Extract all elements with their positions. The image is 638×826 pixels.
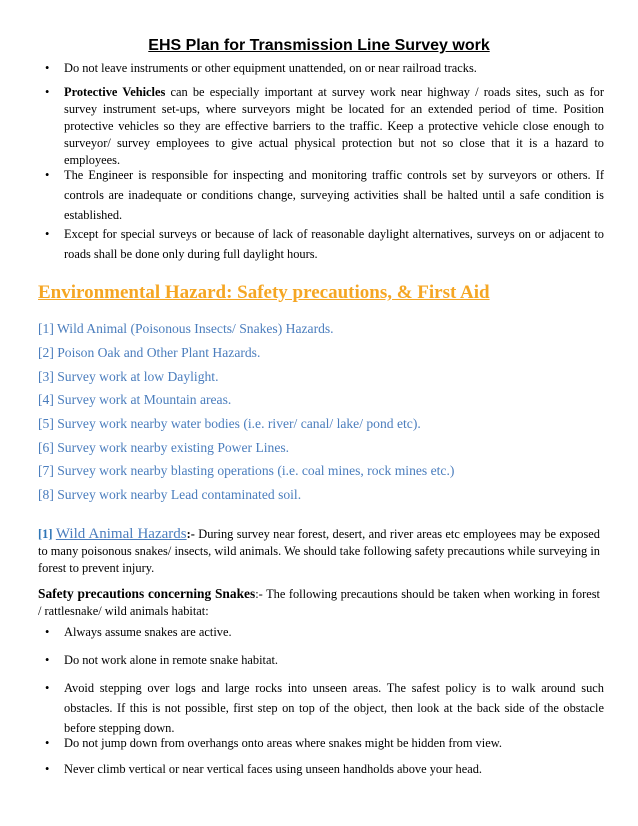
- section-heading-part: Environmental Hazard: [38, 282, 227, 303]
- hazard-item: [1] Wild Animal (Poisonous Insects/ Snakes) Hazards.: [38, 321, 334, 336]
- bullet-text: can be especially important at survey work near highway / roads sites, such as for survey instrument set-ups, where surveyors might be located for an extended period of time. Position protective vehicles so they are effective barriers to the traffic. Keep a protective vehicle close enough to surveyor/ survey employees to give actual physical protection but not so close that it is a hazard to employees.: [64, 85, 604, 167]
- paragraph-text: :- The following precautions should be taken when working in forest / rattlesnake/ wild animals habitat:: [38, 587, 600, 618]
- bullet-text: Except for special surveys or because of lack of reasonable daylight alternatives, surveys on or adjacent to roads shall be done only during full daylight hours.: [64, 227, 604, 261]
- page-title: EHS Plan for Transmission Line Survey work: [148, 37, 490, 54]
- hazard-item: [2] Poison Oak and Other Plant Hazards.: [38, 345, 261, 360]
- snake-bullet-item: • Avoid stepping over logs and large rocks into unseen areas. The safest policy is to walk around such obstacles. If this is not possible, first step on top of the object, then look at the back side of the obstacle before stepping down.: [64, 678, 604, 738]
- bullet-text: Do not leave instruments or other equipment unattended, on or near railroad tracks.: [64, 61, 477, 75]
- hazard-label: Wild Animal Hazards: [55, 526, 187, 542]
- hazard-item: [8] Survey work nearby Lead contaminated soil.: [38, 487, 302, 502]
- snake-bullet-item: • Always assume snakes are active.: [64, 624, 604, 641]
- separator: :-: [186, 527, 195, 541]
- section-heading-part: : Safety precautions, & First Aid: [226, 282, 490, 303]
- snake-bullet-item: • Do not jump down from overhangs onto areas where snakes might be hidden from view.: [64, 735, 604, 752]
- hazard-item: [4] Survey work at Mountain areas.: [38, 392, 232, 407]
- snake-bullet-item: • Never climb vertical or near vertical faces using unseen handholds above your head.: [64, 761, 604, 778]
- hazard-item: [7] Survey work nearby blasting operations (i.e. coal mines, rock mines etc.): [38, 463, 455, 478]
- snake-bullet-item: • Do not work alone in remote snake habitat.: [64, 652, 604, 669]
- section-heading: [38, 282, 490, 304]
- hazard-item: [5] Survey work nearby water bodies (i.e. river/ canal/ lake/ pond etc).: [38, 416, 421, 431]
- hazard-number: [1]: [38, 527, 53, 541]
- bullet-item: [64, 165, 604, 225]
- bullet-item: [64, 60, 604, 77]
- bullet-item: [64, 224, 604, 264]
- paragraph-lead: Safety precautions concerning Snakes: [38, 586, 256, 601]
- wild-animal-paragraph: [38, 526, 600, 577]
- paragraph-text: During survey near forest, desert, and river areas etc employees may be exposed to many poisonous snakes/ insects, wild animals. We should take following safety precautions while surveying in forest to prevent injury.: [38, 527, 600, 575]
- snake-precautions-paragraph: [38, 585, 600, 620]
- bullet-text: The Engineer is responsible for inspecting and monitoring traffic controls set by surveyors or others. If controls are inadequate or conditions change, surveying activities shall be halted until a safe condition is established.: [64, 168, 604, 222]
- bullet-bold-lead: Protective Vehicles: [64, 85, 166, 99]
- hazard-item: [6] Survey work nearby existing Power Lines.: [38, 440, 290, 455]
- bullet-item: [64, 84, 604, 169]
- hazard-item: [3] Survey work at low Daylight.: [38, 369, 219, 384]
